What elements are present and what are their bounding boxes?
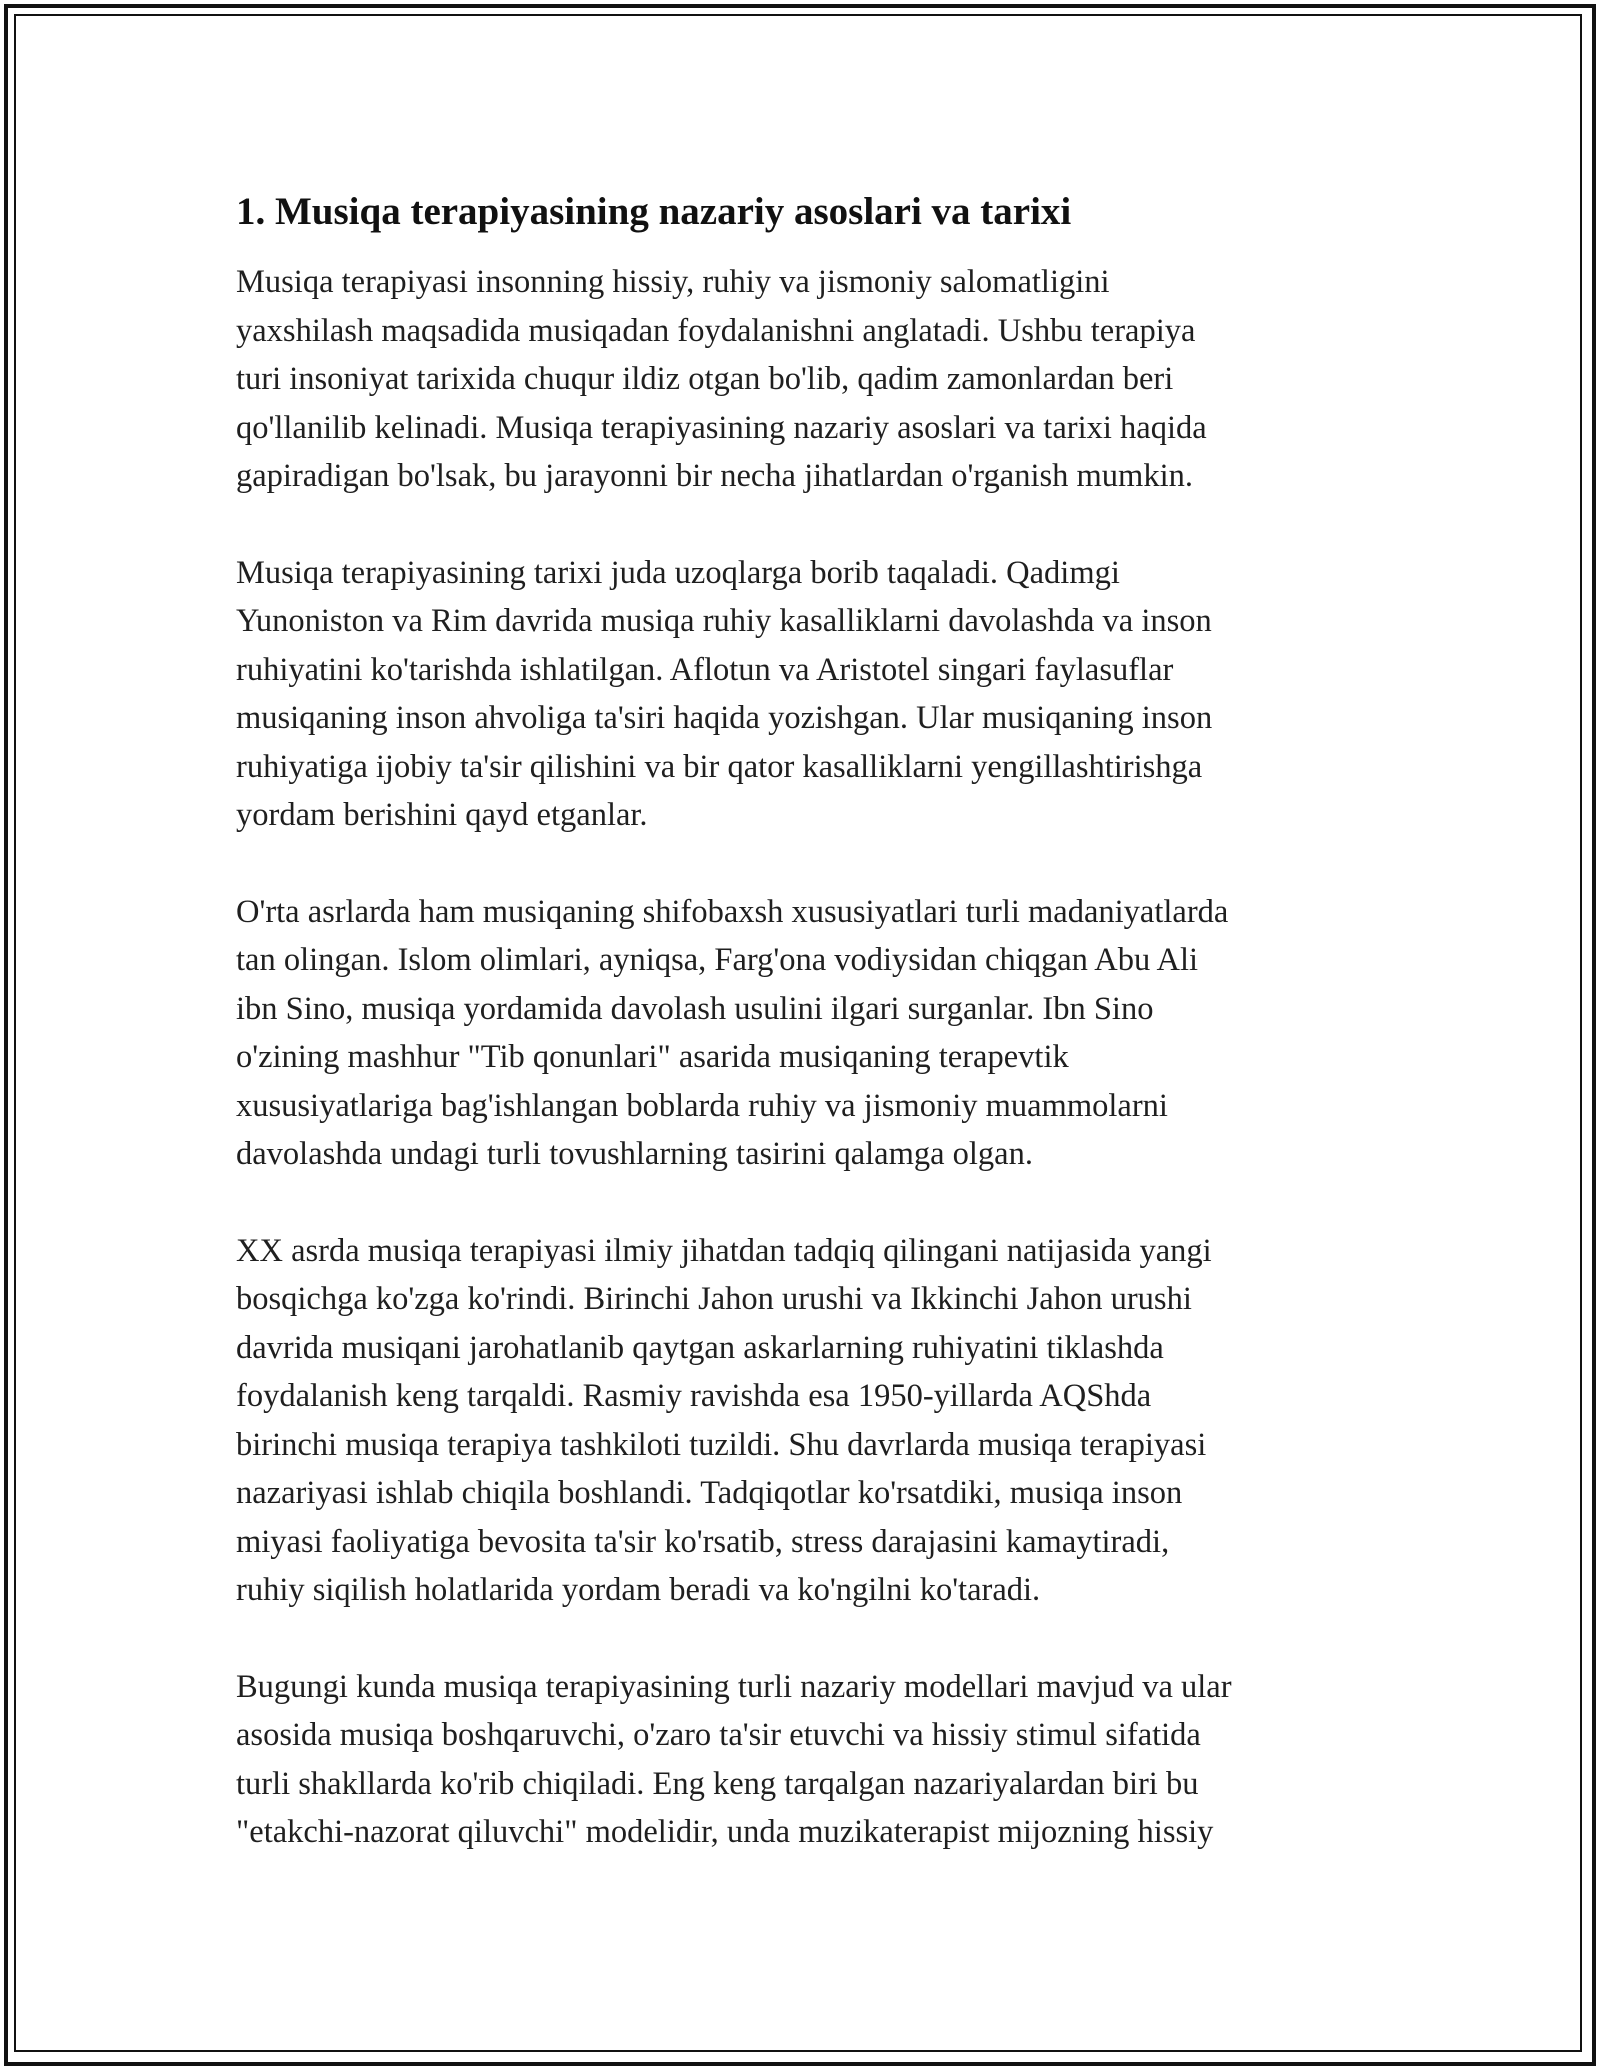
text-line: ruhiyatiga ijobiy ta'sir qilishini va bir qator kasalliklarni yengillashtirishga <box>236 748 1203 785</box>
body-paragraph-3 <box>236 888 1366 1179</box>
text-line: foydalanish keng tarqaldi. Rasmiy ravishda esa 1950-yillarda AQShda <box>236 1378 1152 1414</box>
text-line: Musiqa terapiyasining tarixi juda uzoqlarga borib taqaladi. Qadimgi <box>236 554 1120 591</box>
text-line: miyasi faoliyatiga bevosita ta'sir ko'rsatib, stress darajasini kamaytiradi, <box>236 1523 1170 1560</box>
text-line: musiqaning inson ahvoliga ta'siri haqida yozishgan. Ular musiqaning inson <box>236 700 1213 736</box>
text-line: Musiqa terapiyasi insonning hissiy, ruhiy va jismoniy salomatligini <box>236 264 1110 300</box>
text-line: XX asrda musiqa terapiyasi ilmiy jihatdan tadqiq qilingani natijasida yangi <box>236 1232 1212 1269</box>
text-line: birinchi musiqa terapiya tashkiloti tuzildi. Shu davrlarda musiqa terapiyasi <box>236 1426 1207 1463</box>
text-line: xususiyatlariga bag'ishlangan boblarda ruhiy va jismoniy muammolarni <box>236 1087 1168 1124</box>
text-line: o'zining mashhur "Tib qonunlari" asarida musiqaning terapevtik <box>236 1039 1069 1075</box>
text-line: asosida musiqa boshqaruvchi, o'zaro ta'sir etuvchi va hissiy stimul sifatida <box>236 1717 1201 1753</box>
text-line: tan olingan. Islom olimlari, ayniqsa, Farg'ona vodiysidan chiqgan Abu Ali <box>236 942 1199 978</box>
text-line: davrida musiqani jarohatlanib qaytgan askarlarning ruhiyatini tiklashda <box>236 1329 1164 1366</box>
body-paragraph-2 <box>236 549 1366 840</box>
text-line: davolashda undagi turli tovushlarning tasirini qalamga olgan. <box>236 1136 1033 1172</box>
document-body <box>236 186 1366 1857</box>
text-line: turli shakllarda ko'rib chiqiladi. Eng keng tarqalgan nazariyalardan biri bu <box>236 1765 1199 1802</box>
text-line: nazariyasi ishlab chiqila boshlandi. Tadqiqotlar ko'rsatdiki, musiqa inson <box>236 1475 1183 1511</box>
body-paragraph-1 <box>236 258 1366 501</box>
text-line: bosqichga ko'zga ko'rindi. Birinchi Jahon urushi va Ikkinchi Jahon urushi <box>236 1281 1192 1317</box>
text-line: "etakchi-nazorat qiluvchi" modelidir, unda muzikaterapist mijozning hissiy <box>236 1814 1214 1850</box>
text-line: qo'llanilib kelinadi. Musiqa terapiyasining nazariy asoslari va tarixi haqida <box>236 409 1207 446</box>
text-line: gapiradigan bo'lsak, bu jarayonni bir necha jihatlardan o'rganish mumkin. <box>236 458 1193 494</box>
text-line: ruhiyatini ko'tarishda ishlatilgan. Aflotun va Aristotel singari faylasuflar <box>236 651 1174 688</box>
body-paragraph-4 <box>236 1227 1366 1615</box>
section-heading: 1. Musiqa terapiyasining nazariy asoslari va tarixi <box>236 190 1072 233</box>
text-line: turi insoniyat tarixida chuqur ildiz otgan bo'lib, qadim zamonlardan beri <box>236 361 1174 397</box>
body-paragraph-5 <box>236 1663 1366 1857</box>
text-line: ruhiy siqilish holatlarida yordam beradi va ko'ngilni ko'taradi. <box>236 1572 1041 1608</box>
paragraph-list <box>236 258 1366 1857</box>
text-line: Bugungi kunda musiqa terapiyasining turli nazariy modellari mavjud va ular <box>236 1668 1232 1705</box>
text-line: Yunoniston va Rim davrida musiqa ruhiy kasalliklarni davolashda va inson <box>236 603 1212 639</box>
text-line: ibn Sino, musiqa yordamida davolash usulini ilgari surganlar. Ibn Sino <box>236 990 1154 1027</box>
text-line: O'rta asrlarda ham musiqaning shifobaxsh xususiyatlari turli madaniyatlarda <box>236 893 1229 930</box>
text-line: yordam berishini qayd etganlar. <box>236 797 648 833</box>
text-line: yaxshilash maqsadida musiqadan foydalanishni anglatadi. Ushbu terapiya <box>236 312 1196 349</box>
